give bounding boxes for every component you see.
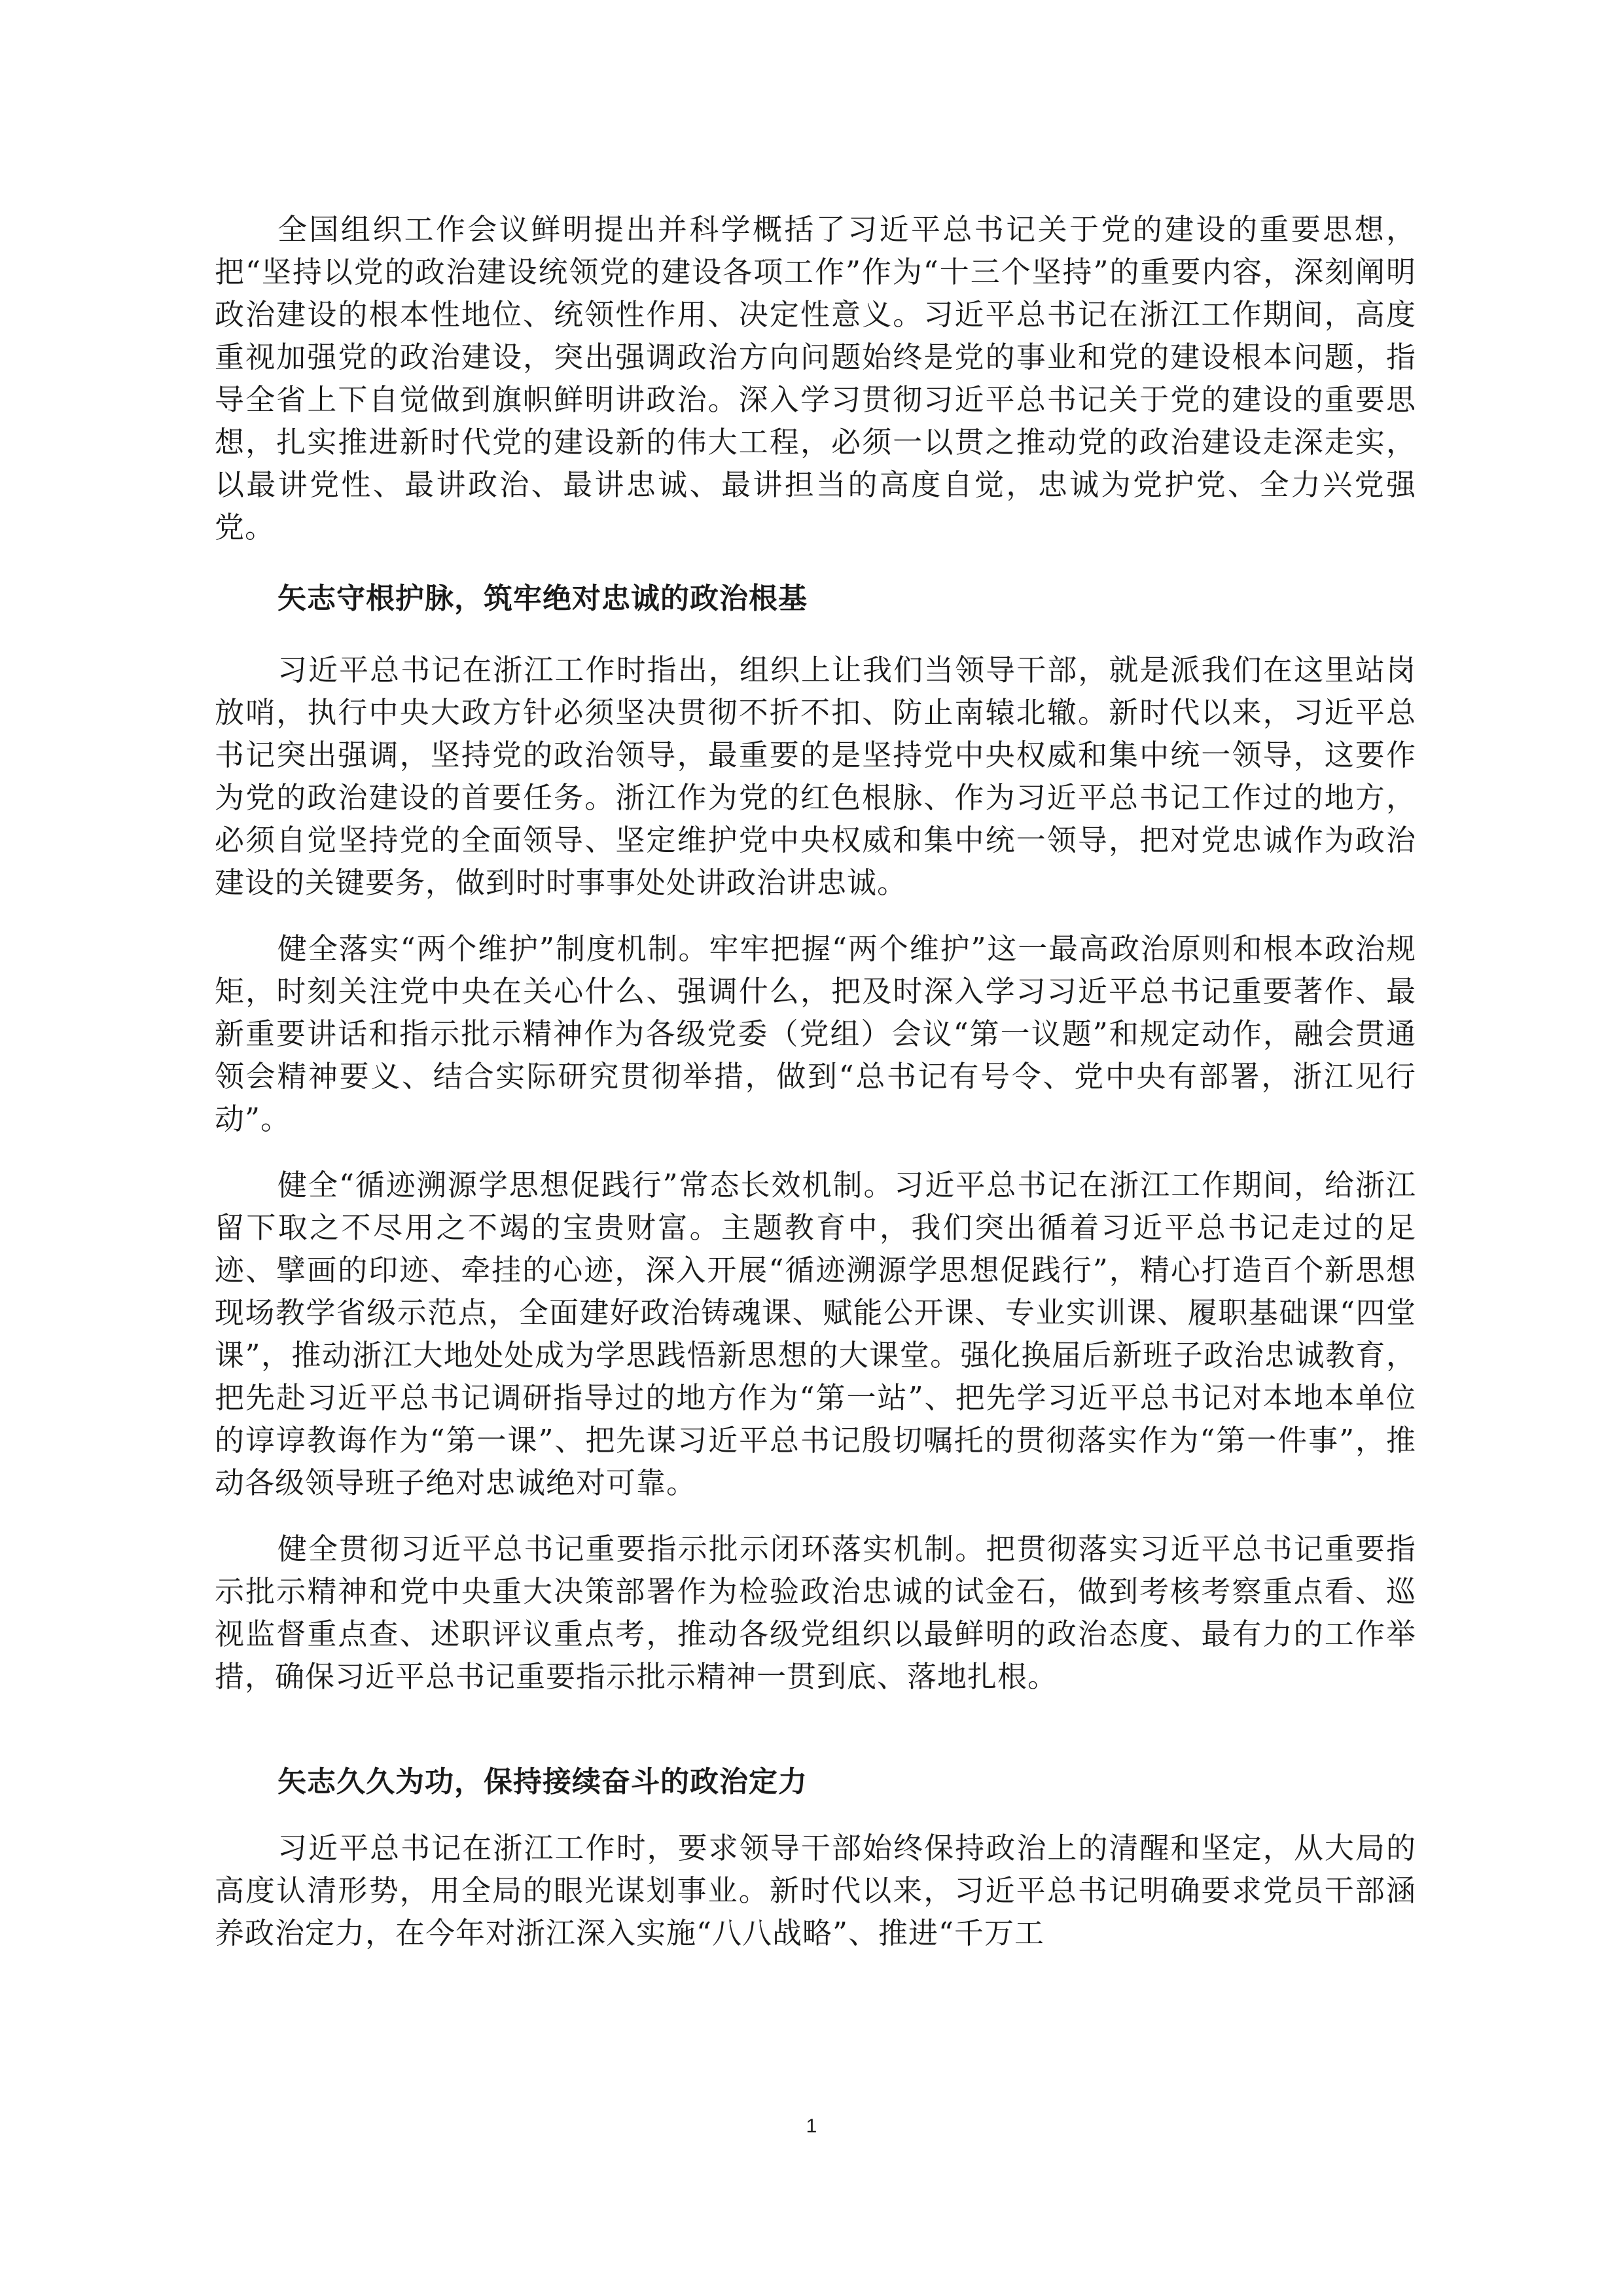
section-2-paragraph-1: 习近平总书记在浙江工作时，要求领导干部始终保持政治上的清醒和坚定，从大局的高度认清形势，用全局的眼光谋划事业。新时代以来，习近平总书记明确要求党员干部涵养政治定力，在今年对浙江深入实施“八八战略”、推进“千万工 <box>215 1831 1416 1950</box>
section-1-paragraph-3: 健全“循迹溯源学思想促践行”常态长效机制。习近平总书记在浙江工作期间，给浙江留下取之不尽用之不竭的宝贵财富。主题教育中，我们突出循着习近平总书记走过的足迹、擘画的印迹、牵挂的心迹，深入开展“循迹溯源学思想促践行”，精心打造百个新思想现场教学省级示范点，全面建好政治铸魂课、赋能公开课、专业实训课、履职基础课“四堂课”，推动浙江大地处处成为学思践悟新思想的大课堂。强化换届后新班子政治忠诚教育，把先赴习近平总书记调研指导过的地方作为“第一站”、把先学习近平总书记对本地本单位的谆谆教诲作为“第一课”、把先谋习近平总书记殷切嘱托的贯彻落实作为“第一件事”，推动各级领导班子绝对忠诚绝对可靠。 <box>215 1168 1416 1500</box>
page-number: 1 <box>806 2115 817 2137</box>
section-1-paragraph-4: 健全贯彻习近平总书记重要指示批示闭环落实机制。把贯彻落实习近平总书记重要指示批示精神和党中央重大决策部署作为检验政治忠诚的试金石，做到考核考察重点看、巡视监督重点查、述职评议重点考，推动各级党组织以最鲜明的政治态度、最有力的工作举措，确保习近平总书记重要指示批示精神一贯到底、落地扎根。 <box>215 1532 1416 1694</box>
document-body <box>215 208 1416 1954</box>
section-heading-2: 矢志久久为功，保持接续奋斗的政治定力 <box>277 1765 808 1799</box>
section-1-paragraph-1: 习近平总书记在浙江工作时指出，组织上让我们当领导干部，就是派我们在这里站岗放哨，执行中央大政方针必须坚决贯彻不折不扣、防止南辕北辙。新时代以来，习近平总书记突出强调，坚持党的政治领导，最重要的是坚持党中央权威和集中统一领导，这要作为党的政治建设的首要任务。浙江作为党的红色根脉、作为习近平总书记工作过的地方，必须自觉坚持党的全面领导、坚定维护党中央权威和集中统一领导，把对党忠诚作为政治建设的关键要务，做到时时事事处处讲政治讲忠诚。 <box>215 653 1416 900</box>
section-heading-1: 矢志守根护脉，筑牢绝对忠诚的政治根基 <box>277 582 808 615</box>
intro-paragraph: 全国组织工作会议鲜明提出并科学概括了习近平总书记关于党的建设的重要思想，把“坚持以党的政治建设统领党的建设各项工作”作为“十三个坚持”的重要内容，深刻阐明政治建设的根本性地位、统领性作用、决定性意义。习近平总书记在浙江工作期间，高度重视加强党的政治建设，突出强调政治方向问题始终是党的事业和党的建设根本问题，指导全省上下自觉做到旗帜鲜明讲政治。深入学习贯彻习近平总书记关于党的建设的重要思想，扎实推进新时代党的建设新的伟大工程，必须一以贯之推动党的政治建设走深走实，以最讲党性、最讲政治、最讲忠诚、最讲担当的高度自觉，忠诚为党护党、全力兴党强党。 <box>215 212 1416 545</box>
section-1-paragraph-2: 健全落实“两个维护”制度机制。牢牢把握“两个维护”这一最高政治原则和根本政治规矩，时刻关注党中央在关心什么、强调什么，把及时深入学习习近平总书记重要著作、最新重要讲话和指示批示精神作为各级党委（党组）会议“第一议题”和规定动作，融会贯通领会精神要义、结合实际研究贯彻举措，做到“总书记有号令、党中央有部署，浙江见行动”。 <box>215 931 1416 1136</box>
